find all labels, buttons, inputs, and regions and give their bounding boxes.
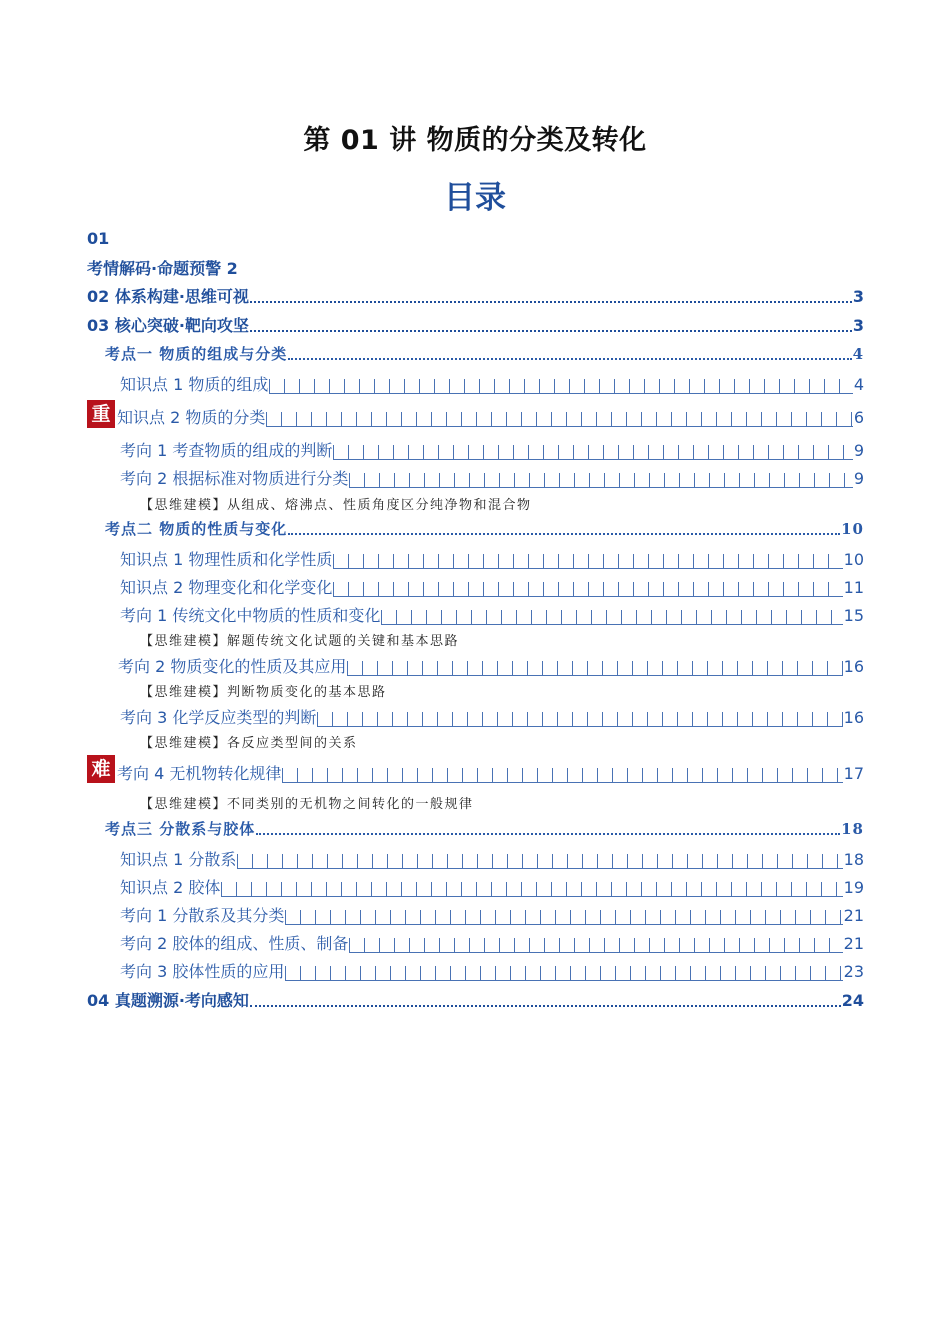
toc-entry-page: 3 (852, 287, 864, 306)
toc-entry-zhishidian-3-2[interactable] (120, 875, 864, 898)
toc-entry-zhishidian-1-2[interactable] (117, 405, 864, 428)
toc-entry-label: 知识点 2 物理变化和化学变化 (120, 578, 333, 597)
toc-entry-label: 02 体系构建·思维可视 (87, 287, 249, 306)
toc-entry-page: 21 (843, 934, 864, 953)
toc-entry-01-number[interactable]: 01 (87, 229, 110, 248)
toc-entry-kaodian-2[interactable] (105, 518, 864, 539)
toc-entry-page: 3 (852, 316, 864, 335)
toc-entry-label: 考向 2 胶体的组成、性质、制备 (120, 934, 349, 953)
toc-entry-label: 知识点 1 分散系 (120, 850, 237, 869)
toc-entry-kaodian-3[interactable] (105, 818, 864, 839)
toc-entry-zhishidian-1-1[interactable] (120, 372, 864, 395)
toc-entry-kaoxiang-2-4[interactable] (117, 761, 864, 784)
toc-entry-label: 考向 3 化学反应类型的判断 (120, 708, 317, 727)
toc-entry-kaoxiang-2-3[interactable] (120, 705, 864, 728)
toc-entry-page: 23 (843, 962, 864, 981)
toc-entry-label: 知识点 2 物质的分类 (117, 408, 266, 427)
difficult-badge: 难 (87, 755, 115, 783)
toc-entry-04[interactable] (87, 988, 864, 1011)
toc-entry-page: 6 (853, 408, 864, 427)
toc-entry-kaodian-1[interactable] (105, 343, 864, 364)
toc-entry-page: 17 (843, 764, 864, 783)
toc-entry-label: 考向 1 分散系及其分类 (120, 906, 285, 925)
toc-entry-page: 19 (843, 878, 864, 897)
toc-entry-zhishidian-2-1[interactable] (120, 547, 864, 570)
toc-heading: 目录 (444, 180, 506, 216)
thinking-model-note[interactable]: 【思维建模】从组成、熔沸点、性质角度区分纯净物和混合物 (140, 498, 532, 513)
toc-entry-label: 考点二 物质的性质与变化 (105, 520, 288, 538)
toc-entry-label: 考向 2 物质变化的性质及其应用 (118, 657, 347, 676)
important-badge: 重 (87, 400, 115, 428)
thinking-model-note[interactable]: 【思维建模】解题传统文化试题的关键和基本思路 (140, 634, 460, 649)
thinking-model-note[interactable]: 【思维建模】不同类别的无机物之间转化的一般规律 (140, 797, 474, 812)
toc-entry-kaoxiang-3-1[interactable] (120, 903, 864, 926)
toc-entry-page: 4 (852, 345, 864, 363)
toc-entry-page: 16 (843, 657, 864, 676)
toc-entry-page: 24 (841, 991, 864, 1010)
toc-entry-label: 知识点 1 物理性质和化学性质 (120, 550, 333, 569)
toc-entry-kaoxiang-3-2[interactable] (120, 931, 864, 954)
toc-entry-label: 考向 1 考查物质的组成的判断 (120, 441, 333, 460)
toc-entry-kaoxiang-2-2[interactable] (118, 654, 864, 677)
toc-entry-01[interactable]: 考情解码·命题预警 2 (87, 259, 238, 278)
toc-entry-02[interactable] (87, 284, 864, 307)
toc-entry-label: 考向 4 无机物转化规律 (117, 764, 282, 783)
toc-entry-03[interactable] (87, 313, 864, 336)
toc-entry-zhishidian-3-1[interactable] (120, 847, 864, 870)
toc-entry-kaoxiang-1-2[interactable] (120, 466, 864, 489)
toc-entry-kaoxiang-2-1[interactable] (120, 603, 864, 626)
toc-entry-zhishidian-2-2[interactable] (120, 575, 864, 598)
toc-entry-label: 考点一 物质的组成与分类 (105, 345, 288, 363)
toc-entry-page: 18 (843, 850, 864, 869)
toc-entry-label: 知识点 1 物质的组成 (120, 375, 269, 394)
toc-entry-page: 16 (843, 708, 864, 727)
toc-entry-label: 知识点 2 胶体 (120, 878, 221, 897)
toc-entry-label: 考向 2 根据标准对物质进行分类 (120, 469, 349, 488)
toc-entry-page: 4 (853, 375, 864, 394)
thinking-model-note[interactable]: 【思维建模】判断物质变化的基本思路 (140, 685, 387, 700)
toc-entry-page: 9 (853, 441, 864, 460)
toc-entry-page: 18 (841, 820, 864, 838)
toc-entry-label: 03 核心突破·靶向攻坚 (87, 316, 249, 335)
toc-entry-kaoxiang-3-3[interactable] (120, 959, 864, 982)
thinking-model-note[interactable]: 【思维建模】各反应类型间的关系 (140, 736, 358, 751)
toc-entry-page: 15 (843, 606, 864, 625)
document-title: 第 01 讲 物质的分类及转化 (303, 125, 647, 156)
toc-entry-label: 考点三 分散系与胶体 (105, 820, 256, 838)
toc-entry-label: 考向 1 传统文化中物质的性质和变化 (120, 606, 381, 625)
toc-entry-page: 21 (843, 906, 864, 925)
toc-entry-page: 10 (841, 520, 864, 538)
toc-entry-page: 11 (843, 578, 864, 597)
toc-entry-label: 考向 3 胶体性质的应用 (120, 962, 285, 981)
toc-entry-page: 9 (853, 469, 864, 488)
toc-entry-kaoxiang-1-1[interactable] (120, 438, 864, 461)
toc-entry-page: 10 (843, 550, 864, 569)
toc-entry-label: 04 真题溯源·考向感知 (87, 991, 249, 1010)
